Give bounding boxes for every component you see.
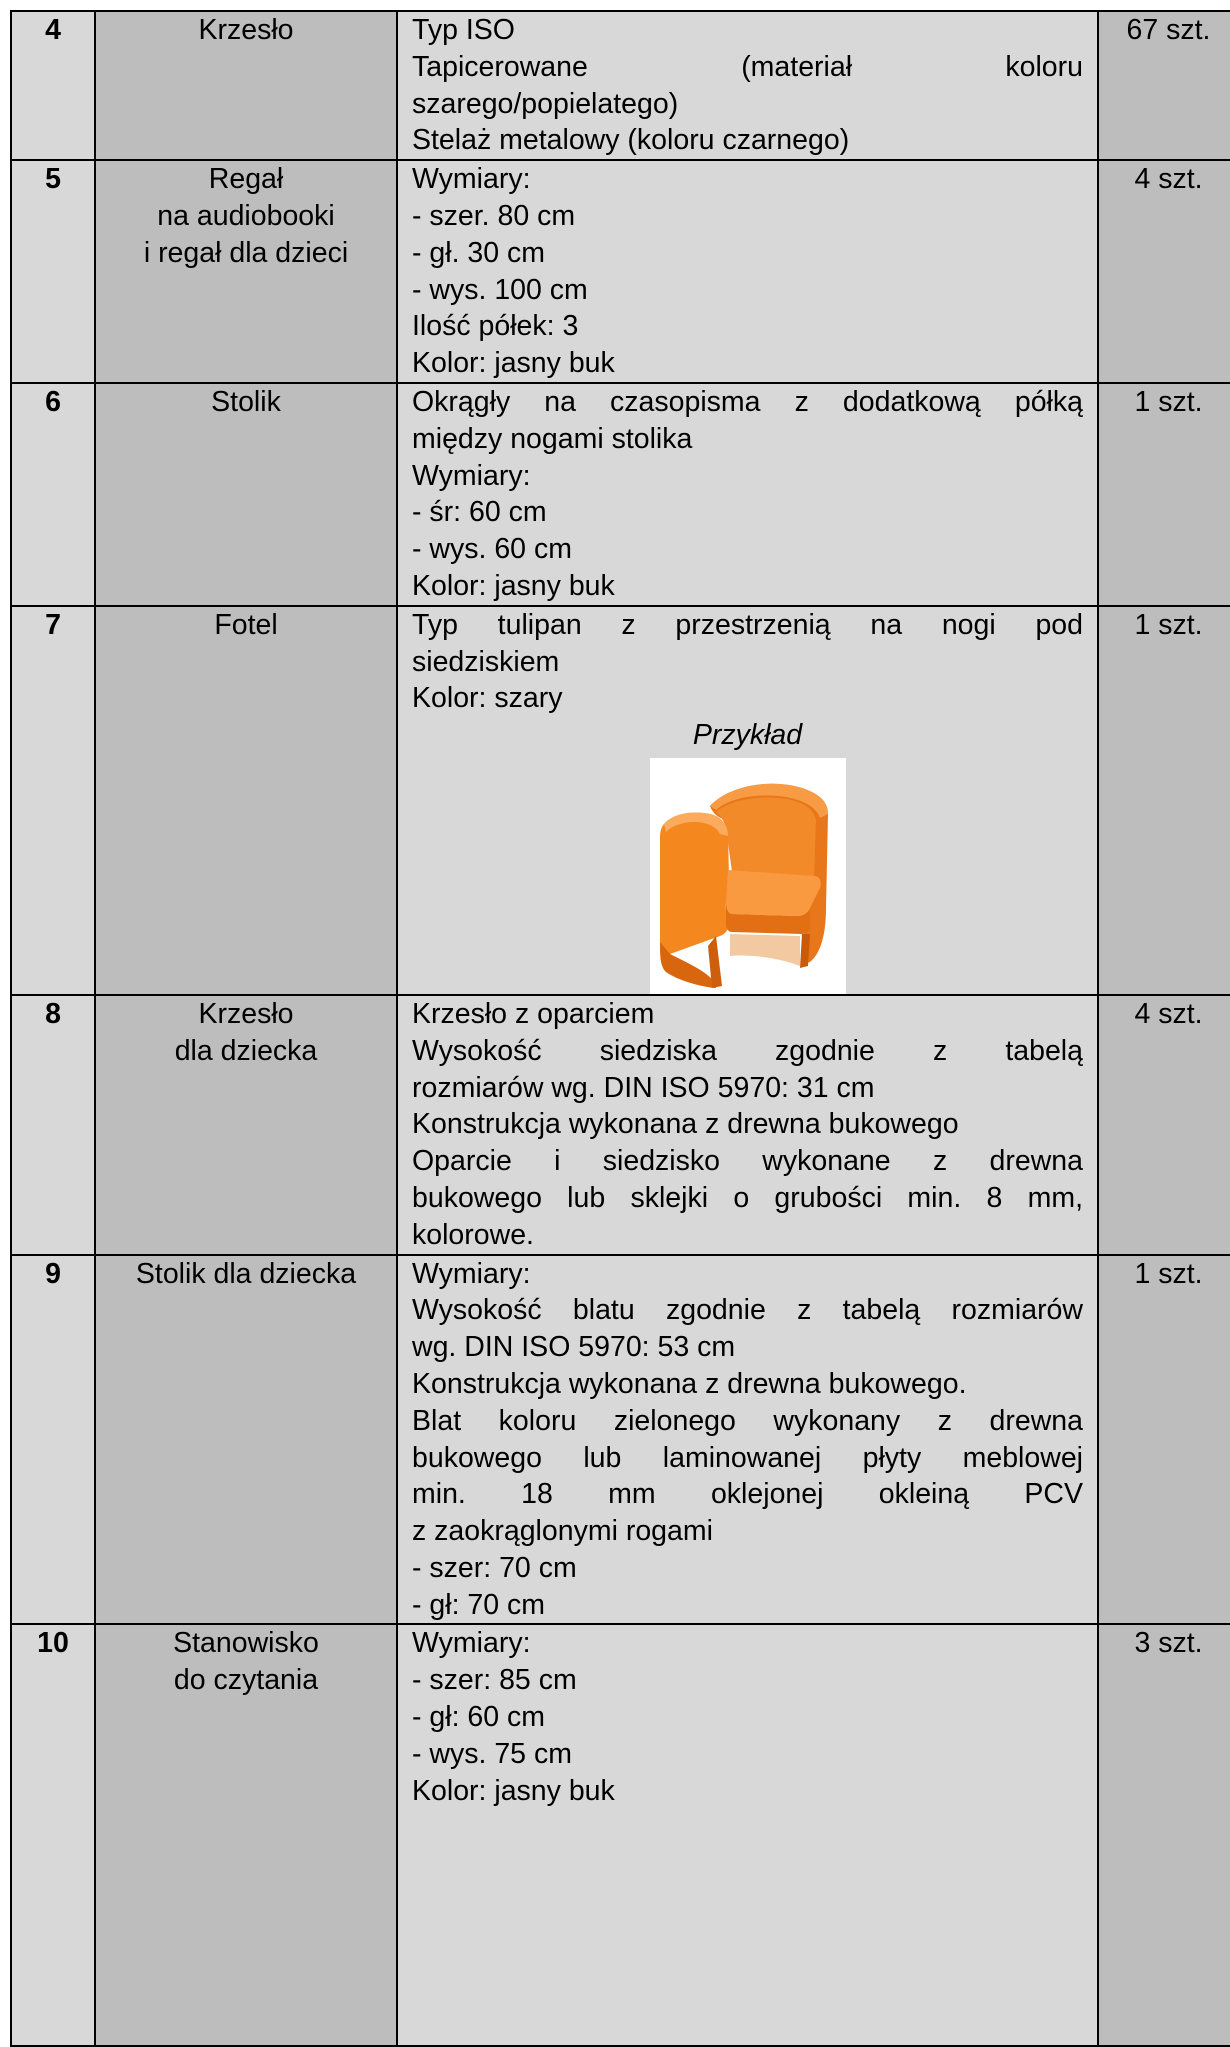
item-quantity: 1 szt. — [1134, 608, 1203, 641]
description-line: Oparcie i siedzisko wykonane z drewna — [412, 1145, 1083, 1178]
item-name-line: Regał — [208, 163, 284, 196]
item-number-cell — [11, 1255, 95, 1625]
item-description-cell — [397, 1624, 1098, 2046]
item-name-line: dla dziecka — [174, 1034, 318, 1067]
table-row — [11, 1624, 1230, 2046]
item-number: 6 — [45, 385, 61, 418]
item-number-cell — [11, 11, 95, 160]
item-quantity: 4 szt. — [1134, 997, 1203, 1030]
item-description-cell — [397, 383, 1098, 606]
description-line: Blat koloru zielonego wykonany z drewna — [412, 1404, 1083, 1437]
item-quantity-cell — [1098, 995, 1230, 1255]
description-line: Konstrukcja wykonana z drewna bukowego. — [412, 1367, 967, 1400]
item-quantity-cell — [1098, 1255, 1230, 1625]
description-line: - gł. 30 cm — [412, 236, 546, 269]
item-name-cell — [95, 1624, 397, 2046]
item-description-cell — [397, 1255, 1098, 1625]
description-line: - wys. 75 cm — [412, 1737, 572, 1770]
item-description-cell — [397, 160, 1098, 383]
description-line: - gł: 70 cm — [412, 1588, 546, 1621]
table-row — [11, 160, 1230, 383]
item-quantity: 3 szt. — [1134, 1627, 1203, 1660]
description-line: wg. DIN ISO 5970: 53 cm — [412, 1331, 736, 1364]
description-line: Wysokość blatu zgodnie z tabelą rozmiarów — [412, 1294, 1083, 1327]
item-quantity: 1 szt. — [1134, 385, 1203, 418]
description-line: Typ ISO — [412, 14, 515, 46]
description-line: siedziskiem — [412, 645, 560, 678]
item-name-cell — [95, 606, 397, 995]
furniture-specification-table — [10, 10, 1230, 2047]
description-line: między nogami stolika — [412, 422, 693, 455]
description-line: - śr: 60 cm — [412, 496, 547, 529]
item-name-cell — [95, 995, 397, 1255]
table-row — [11, 11, 1230, 160]
description-line: - szer. 80 cm — [412, 199, 576, 232]
item-number: 5 — [45, 163, 61, 196]
item-description-cell — [397, 606, 1098, 995]
description-line: kolorowe. — [412, 1218, 534, 1251]
description-line: bukowego lub laminowanej płyty meblowej — [412, 1441, 1083, 1474]
item-quantity-cell — [1098, 383, 1230, 606]
item-quantity-cell — [1098, 1624, 1230, 2046]
item-name-line: Krzesło — [198, 997, 294, 1030]
item-quantity-cell — [1098, 160, 1230, 383]
description-line: Wymiary: — [412, 1257, 531, 1290]
item-quantity: 1 szt. — [1134, 1257, 1203, 1290]
item-number: 8 — [45, 997, 61, 1030]
item-number-cell — [11, 383, 95, 606]
description-line: - wys. 60 cm — [412, 533, 572, 566]
item-name-cell — [95, 383, 397, 606]
item-description-cell — [397, 995, 1098, 1255]
description-line: Okrągły na czasopisma z dodatkową półką — [412, 385, 1083, 418]
item-name-line: do czytania — [173, 1664, 319, 1697]
item-quantity-cell — [1098, 11, 1230, 160]
item-number-cell — [11, 160, 95, 383]
item-name-line: Krzesło — [198, 14, 294, 46]
item-name-line: Fotel — [214, 608, 278, 641]
table-row — [11, 995, 1230, 1255]
description-line: Wymiary: — [412, 459, 531, 492]
description-line: min. 18 mm oklejonej okleiną PCV — [412, 1478, 1083, 1511]
description-line: - gł: 60 cm — [412, 1701, 546, 1734]
item-number-cell — [11, 995, 95, 1255]
item-name-cell — [95, 160, 397, 383]
item-name-line: i regał dla dzieci — [143, 236, 349, 269]
description-line: rozmiarów wg. DIN ISO 5970: 31 cm — [412, 1071, 875, 1104]
item-number: 9 — [45, 1257, 61, 1290]
item-quantity: 67 szt. — [1126, 14, 1211, 46]
description-line: - wys. 100 cm — [412, 273, 588, 306]
description-line: Wymiary: — [412, 163, 531, 196]
description-line: Kolor: jasny buk — [412, 569, 615, 602]
item-number: 10 — [37, 1627, 69, 1660]
description-line: Kolor: jasny buk — [412, 1774, 615, 1807]
description-line: szarego/popielatego) — [412, 87, 679, 120]
item-description-cell — [397, 11, 1098, 160]
item-quantity: 4 szt. — [1134, 163, 1203, 196]
item-name-line: Stolik dla dziecka — [135, 1257, 357, 1290]
description-line: Stelaż metalowy (koloru czarnego) — [412, 124, 850, 157]
item-number: 7 — [45, 608, 61, 641]
item-number-cell — [11, 1624, 95, 2046]
description-line: - szer: 70 cm — [412, 1551, 577, 1584]
table-row — [11, 1255, 1230, 1625]
description-line: Ilość półek: 3 — [412, 310, 579, 343]
description-line: - szer: 85 cm — [412, 1664, 577, 1697]
item-number-cell — [11, 606, 95, 995]
table-row — [11, 606, 1230, 995]
item-name-line: Stolik — [211, 385, 281, 418]
description-line: Konstrukcja wykonana z drewna bukowego — [412, 1108, 959, 1141]
example-caption: Przykład — [692, 719, 803, 752]
description-line: Kolor: szary — [412, 682, 563, 715]
description-line: z zaokrąglonymi rogami — [412, 1515, 713, 1548]
example-image-wrapper — [412, 758, 1083, 994]
item-name-line: Stanowisko — [173, 1627, 319, 1660]
item-number: 4 — [45, 14, 61, 46]
description-line: Tapicerowane (materiał koloru — [412, 50, 1083, 83]
description-line: Wysokość siedziska zgodnie z tabelą — [412, 1034, 1083, 1067]
item-quantity-cell — [1098, 606, 1230, 995]
description-line: Kolor: jasny buk — [412, 347, 615, 380]
description-line: bukowego lub sklejki o grubości min. 8 mm, — [412, 1181, 1083, 1214]
item-name-cell — [95, 11, 397, 160]
description-line: Typ tulipan z przestrzenią na nogi pod — [412, 608, 1083, 641]
item-name-line: na audiobooki — [157, 199, 335, 232]
item-name-cell — [95, 1255, 397, 1625]
armchair-image — [650, 758, 846, 994]
armchair-icon — [650, 758, 846, 994]
description-line: Wymiary: — [412, 1627, 531, 1660]
description-line: Krzesło z oparciem — [412, 997, 655, 1030]
table-row — [11, 383, 1230, 606]
